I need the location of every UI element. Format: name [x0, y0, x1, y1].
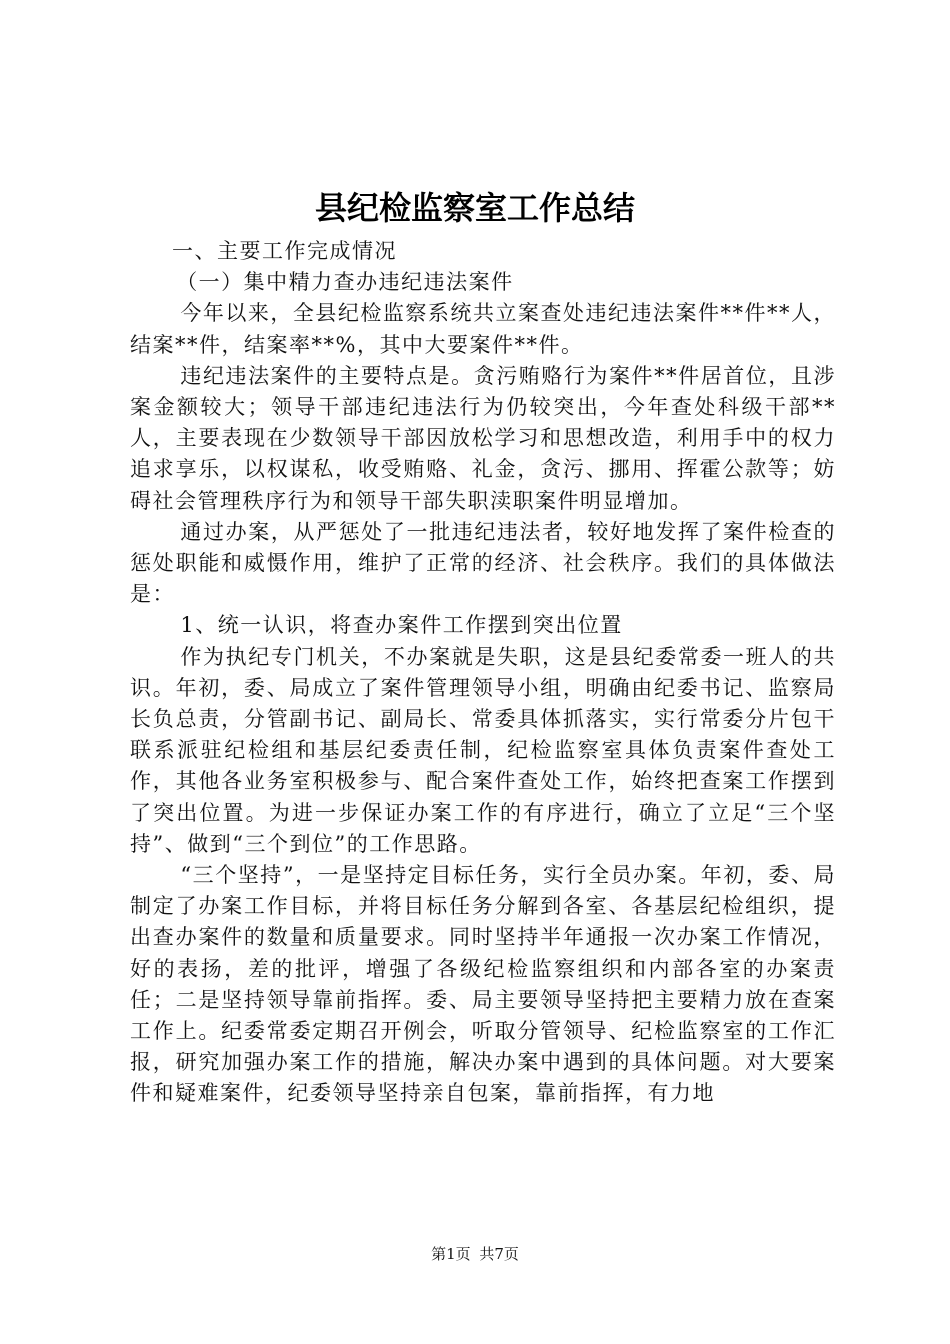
page-footer [0, 1244, 950, 1264]
paragraph: 作为执纪专门机关，不办案就是失职，这是县纪委常委一班人的共识。年初，委、局成立了案件管理领导小组，明确由纪委书记、监察局长负总责，分管副书记、副局长、常委具体抓落实，实行常委分片包干联系派驻纪检组和基层纪委责任制，纪检监察室具体负责案件查处工作，其他各业务室积极参与、配合案件查处工作，始终把查案工作摆到了突出位置。为进一步保证办案工作的有序进行，确立了立足“三个坚持”、做到“三个到位”的工作思路。 [130, 644, 836, 856]
item-heading: 1、统一认识，将查办案件工作摆到突出位置 [180, 613, 623, 638]
document-title: 县纪检监察室工作总结 [314, 189, 635, 227]
subsection-heading: （一）集中精力查办违纪违法案件 [176, 270, 514, 295]
paragraph: 违纪违法案件的主要特点是。贪污贿赂行为案件**件居首位，且涉案金额较大；领导干部违纪违法行为仍较突出，今年查处科级干部**人，主要表现在少数领导干部因放松学习和思想改造，利用手中的权力追求享乐，以权谋私，收受贿赂、礼金，贪污、挪用、挥霍公款等；妨碍社会管理秩序行为和领导干部失职渎职案件明显增加。 [130, 363, 836, 513]
section-heading: 一、主要工作完成情况 [172, 239, 397, 263]
paragraph: “三个坚持”，一是坚持定目标任务，实行全员办案。年初，委、局制定了办案工作目标，并将目标任务分解到各室、各基层纪检组织，提出查办案件的数量和质量要求。同时坚持半年通报一次办案工作情况，好的表扬，差的批评，增强了各级纪检监察组织和内部各室的办案责任；二是坚持领导靠前指挥。委、局主要领导坚持把主要精力放在查案工作上。纪委常委定期召开例会，听取分管领导、纪检监察室的工作汇报，研究加强办案工作的措施，解决办案中遇到的具体问题。对大要案件和疑难案件，纪委领导坚持亲自包案，靠前指挥，有力地 [130, 863, 836, 1106]
page-total: 共7页 [479, 1245, 519, 1263]
paragraph: 通过办案，从严惩处了一批违纪违法者，较好地发挥了案件检查的惩处职能和威慑作用，维护了正常的经济、社会秩序。我们的具体做法是： [130, 519, 836, 607]
page-number: 第1页 [431, 1245, 471, 1263]
document-body [130, 236, 836, 1110]
paragraph: 今年以来，全县纪检监察系统共立案查处违纪违法案件**件**人，结案**件，结案率**%，其中大要案件**件。 [130, 301, 836, 357]
